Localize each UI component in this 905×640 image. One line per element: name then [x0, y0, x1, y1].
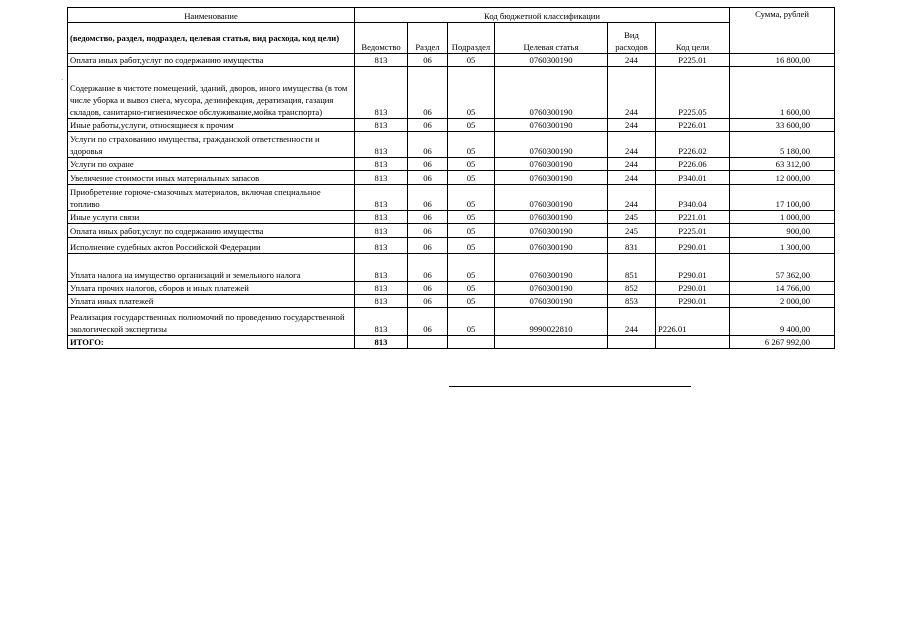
row-vid: 244: [608, 158, 656, 171]
row-vid: 244: [608, 54, 656, 67]
header-statya: Целевая статья: [495, 23, 608, 54]
total-empty: [608, 336, 656, 349]
row-podrazdel: 05: [448, 158, 495, 171]
total-sum: 6 267 992,00: [730, 336, 835, 349]
row-vedomstvo: 813: [355, 67, 408, 119]
row-podrazdel: 05: [448, 211, 495, 224]
row-vedomstvo: 813: [355, 295, 408, 308]
row-kod-celi: P226.01: [656, 308, 730, 336]
row-statya: 0760300190: [495, 282, 608, 295]
row-sum: 17 100,00: [730, 185, 835, 211]
row-kod-celi: P226.06: [656, 158, 730, 171]
row-statya: 0760300190: [495, 54, 608, 67]
header-code-group: Код бюджетной классификации: [355, 8, 730, 23]
header-vedomstvo: Ведомство: [355, 23, 408, 54]
row-name: Уплата налога на имущество организаций и земельного налога: [68, 254, 355, 282]
row-sum: 1 300,00: [730, 238, 835, 254]
row-podrazdel: 05: [448, 119, 495, 132]
row-podrazdel: 05: [448, 254, 495, 282]
table-row: [68, 211, 835, 224]
row-name: Иные услуги связи: [68, 211, 355, 224]
total-empty: [495, 336, 608, 349]
row-statya: 0760300190: [495, 211, 608, 224]
row-podrazdel: 05: [448, 308, 495, 336]
signature-line: [449, 386, 691, 387]
row-statya: 0760300190: [495, 238, 608, 254]
table-row: [68, 185, 835, 211]
row-name: Исполнение судебных актов Российской Федерации: [68, 238, 355, 254]
row-podrazdel: 05: [448, 132, 495, 158]
row-vid: 244: [608, 67, 656, 119]
row-name: Оплата иных работ,услуг по содержанию имущества: [68, 54, 355, 67]
header-vid: Вид расходов: [608, 23, 656, 54]
header-kod-celi: Код цели: [656, 23, 730, 54]
row-podrazdel: 05: [448, 282, 495, 295]
row-sum: 57 362,00: [730, 254, 835, 282]
row-kod-celi: P290.01: [656, 238, 730, 254]
row-sum: 1 000,00: [730, 211, 835, 224]
row-vedomstvo: 813: [355, 238, 408, 254]
table-row: [68, 282, 835, 295]
row-vid: 245: [608, 211, 656, 224]
row-razdel: 06: [408, 211, 448, 224]
row-kod-celi: P290.01: [656, 282, 730, 295]
row-sum: 33 600,00: [730, 119, 835, 132]
row-razdel: 06: [408, 171, 448, 185]
table-row: [68, 67, 835, 119]
row-name: Оплата иных работ,услуг по содержанию имущества: [68, 224, 355, 238]
row-kod-celi: P226.01: [656, 119, 730, 132]
row-vedomstvo: 813: [355, 308, 408, 336]
row-razdel: 06: [408, 132, 448, 158]
row-name: Иные работы,услуги, относящиеся к прочим: [68, 119, 355, 132]
total-empty: [656, 336, 730, 349]
row-sum: 12 000,00: [730, 171, 835, 185]
row-statya: 0760300190: [495, 254, 608, 282]
row-vedomstvo: 813: [355, 254, 408, 282]
row-statya: 0760300190: [495, 295, 608, 308]
row-vid: 244: [608, 185, 656, 211]
row-statya: 0760300190: [495, 171, 608, 185]
row-razdel: 06: [408, 54, 448, 67]
row-sum: 1 600,00: [730, 67, 835, 119]
row-sum: 63 312,00: [730, 158, 835, 171]
row-vedomstvo: 813: [355, 119, 408, 132]
row-sum: 16 800,00: [730, 54, 835, 67]
row-name: Услуги по охране: [68, 158, 355, 171]
table-row: [68, 158, 835, 171]
row-vedomstvo: 813: [355, 158, 408, 171]
row-vedomstvo: 813: [355, 171, 408, 185]
row-podrazdel: 05: [448, 171, 495, 185]
row-podrazdel: 05: [448, 224, 495, 238]
row-vid: 245: [608, 224, 656, 238]
row-kod-celi: P226.02: [656, 132, 730, 158]
row-podrazdel: 05: [448, 67, 495, 119]
row-vid: 244: [608, 119, 656, 132]
row-statya: 0760300190: [495, 119, 608, 132]
row-name: Услуги по страхованию имущества, гражданской ответственности и здоровья: [68, 132, 355, 158]
total-label: ИТОГО:: [68, 336, 355, 349]
row-vid: 851: [608, 254, 656, 282]
header-name-note: (ведомство, раздел, подраздел, целевая статья, вид расхода, код цели): [68, 23, 355, 54]
row-sum: 14 766,00: [730, 282, 835, 295]
header-subrow: [68, 23, 835, 54]
budget-table: [67, 7, 835, 349]
table-row: [68, 295, 835, 308]
header-sum: Сумма, рублей: [730, 8, 835, 54]
row-name: Содержание в чистоте помещений, зданий, дворов, иного имущества (в том числе уборка и вывоз снега, мусора, дезинфекция, дератизация, газация складов, санитарно-гигиеническое обслуживание,мойка транспорта): [68, 67, 355, 119]
row-razdel: 06: [408, 238, 448, 254]
row-name: Уплата иных платежей: [68, 295, 355, 308]
row-podrazdel: 05: [448, 185, 495, 211]
header-podrazdel: Подраздел: [448, 23, 495, 54]
row-name: Приобретение горюче-смазочных материалов, включая специальное топливо: [68, 185, 355, 211]
total-empty: [448, 336, 495, 349]
row-sum: 9 400,00: [730, 308, 835, 336]
row-sum: 2 000,00: [730, 295, 835, 308]
row-razdel: 06: [408, 158, 448, 171]
row-kod-celi: P225.01: [656, 54, 730, 67]
row-razdel: 06: [408, 295, 448, 308]
row-kod-celi: P290.01: [656, 295, 730, 308]
row-vedomstvo: 813: [355, 132, 408, 158]
row-podrazdel: 05: [448, 295, 495, 308]
row-name: Увеличение стоимости иных материальных запасов: [68, 171, 355, 185]
row-vedomstvo: 813: [355, 224, 408, 238]
table-row: [68, 254, 835, 282]
row-kod-celi: P340.01: [656, 171, 730, 185]
row-razdel: 06: [408, 308, 448, 336]
row-statya: 0760300190: [495, 185, 608, 211]
row-vid: 852: [608, 282, 656, 295]
row-vid: 244: [608, 132, 656, 158]
row-sum: 900,00: [730, 224, 835, 238]
row-vedomstvo: 813: [355, 282, 408, 295]
row-vid: 831: [608, 238, 656, 254]
row-kod-celi: P225.05: [656, 67, 730, 119]
row-podrazdel: 05: [448, 238, 495, 254]
table-row: [68, 224, 835, 238]
row-statya: 0760300190: [495, 224, 608, 238]
header-row: [68, 8, 835, 23]
total-vedomstvo: 813: [355, 336, 408, 349]
row-statya: 0760300190: [495, 132, 608, 158]
row-kod-celi: P225.01: [656, 224, 730, 238]
row-razdel: 06: [408, 67, 448, 119]
margin-mark: ·: [61, 76, 64, 84]
row-name: Уплата прочих налогов, сборов и иных платежей: [68, 282, 355, 295]
row-vid: 853: [608, 295, 656, 308]
row-statya: 0760300190: [495, 158, 608, 171]
table-row: [68, 171, 835, 185]
total-empty: [408, 336, 448, 349]
row-sum: 5 180,00: [730, 132, 835, 158]
row-kod-celi: P340.04: [656, 185, 730, 211]
row-razdel: 06: [408, 224, 448, 238]
row-statya: 0760300190: [495, 67, 608, 119]
row-statya: 9990022810: [495, 308, 608, 336]
table-row: [68, 119, 835, 132]
table-row: [68, 54, 835, 67]
row-vid: 244: [608, 171, 656, 185]
header-razdel: Раздел: [408, 23, 448, 54]
table-row: [68, 238, 835, 254]
row-razdel: 06: [408, 119, 448, 132]
row-razdel: 06: [408, 282, 448, 295]
row-vedomstvo: 813: [355, 54, 408, 67]
table-row: [68, 132, 835, 158]
total-row: [68, 336, 835, 349]
row-vedomstvo: 813: [355, 185, 408, 211]
row-razdel: 06: [408, 254, 448, 282]
table-row: [68, 308, 835, 336]
row-vid: 244: [608, 308, 656, 336]
row-kod-celi: P290.01: [656, 254, 730, 282]
row-kod-celi: P221.01: [656, 211, 730, 224]
row-razdel: 06: [408, 185, 448, 211]
row-name: Реализация государственных полномочий по проведению государственной экологической экспертизы: [68, 308, 355, 336]
row-vedomstvo: 813: [355, 211, 408, 224]
row-podrazdel: 05: [448, 54, 495, 67]
header-name: Наименование: [68, 8, 355, 23]
